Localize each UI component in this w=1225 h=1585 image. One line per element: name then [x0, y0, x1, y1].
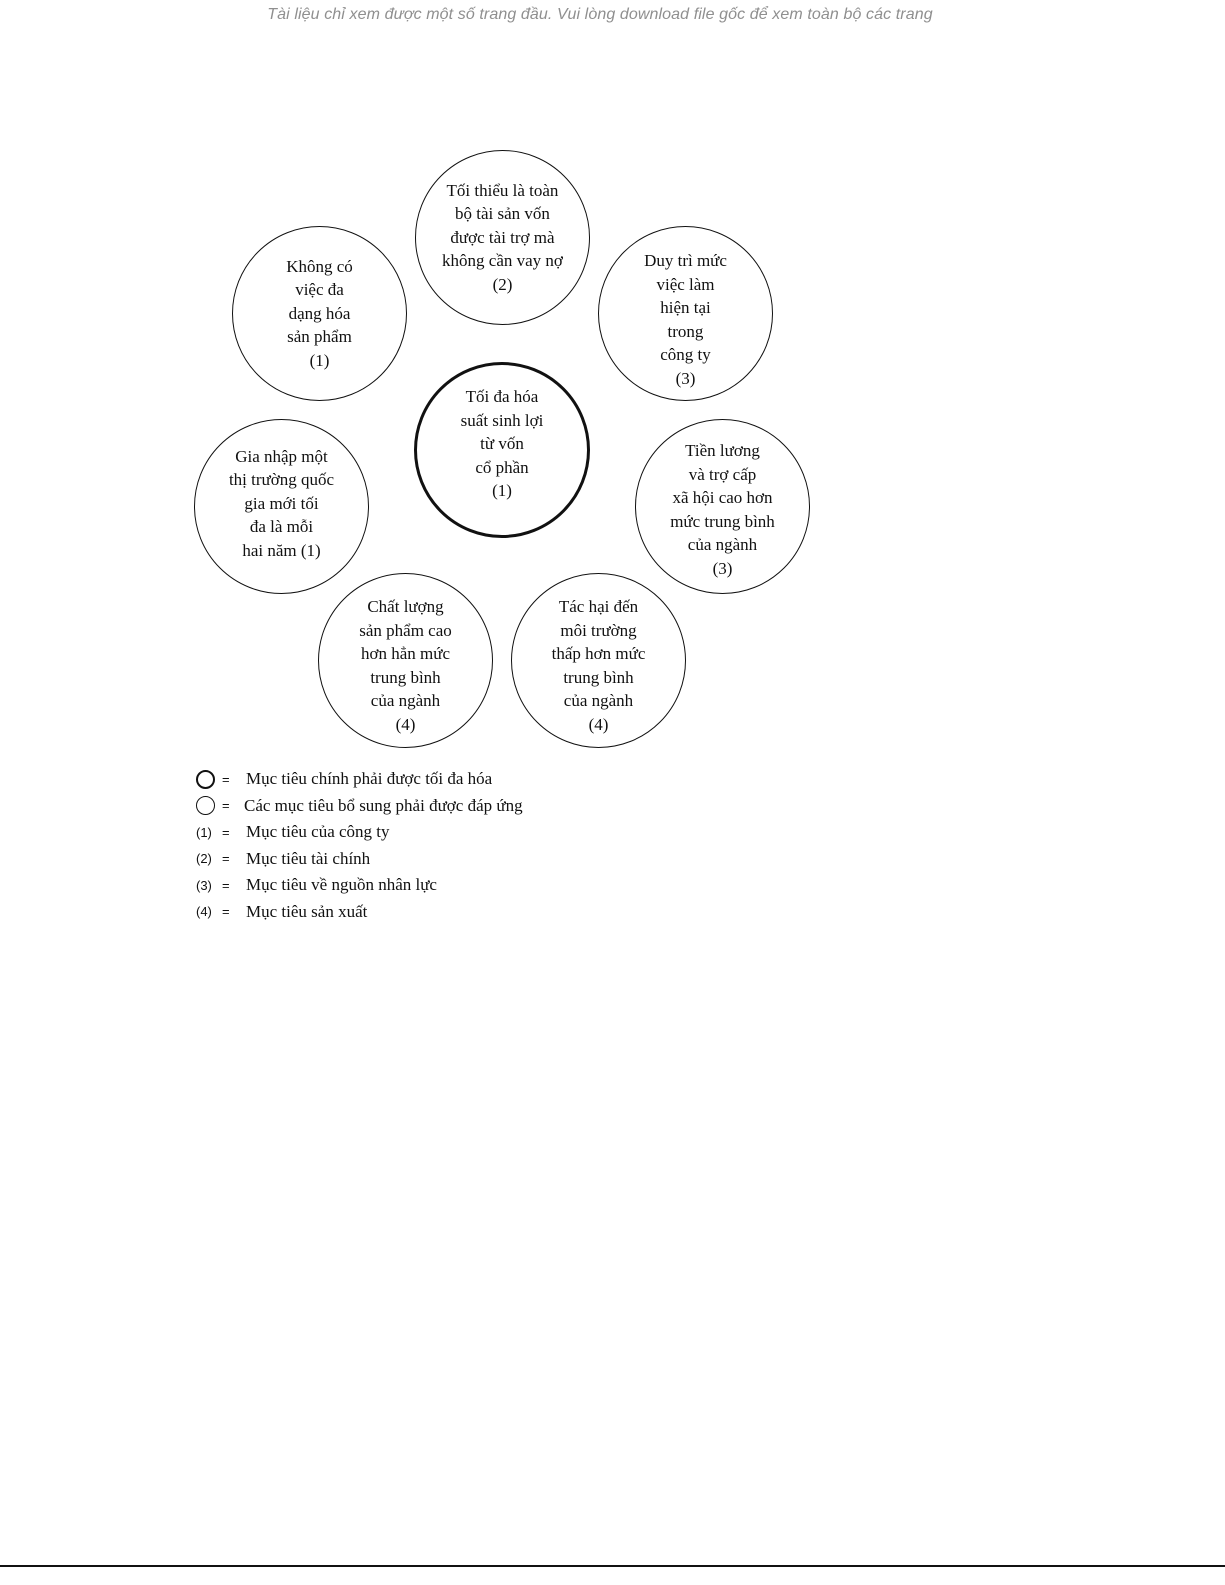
page-bottom-divider — [0, 1565, 1225, 1567]
goal-circle-lower-right-text: Tác hại đến môi trường thấp hơn mức trung bình của ngành (4) — [551, 597, 646, 734]
thick-circle-icon — [196, 770, 215, 789]
legend-label-4: Mục tiêu sản xuất — [246, 901, 368, 921]
legend-equals: = — [222, 877, 230, 893]
goal-circle-lower-left-text: Chất lượng sản phẩm cao hơn hẳn mức trung bình của ngành (4) — [359, 597, 452, 734]
legend-label-3: Mục tiêu về nguồn nhân lực — [246, 875, 437, 895]
goal-circle-right — [635, 419, 810, 594]
goal-circle-top — [415, 150, 590, 325]
legend-row-2 — [196, 846, 523, 873]
goal-circle-left-text: Gia nhập một thị trường quốc gia mới tối đa là mỗi hai năm (1) — [228, 446, 335, 560]
goal-circle-center-text: Tối đa hóa suất sinh lợi từ vốn cổ phần (1) — [460, 387, 544, 501]
goal-circle-upper-right-text: Duy trì mức việc làm hiện tại trong công ty (3) — [644, 251, 727, 388]
goal-circle-left — [194, 419, 369, 594]
goal-circle-upper-right — [598, 226, 773, 401]
legend-row-3 — [196, 872, 523, 899]
goal-circle-right-text: Tiền lương và trợ cấp xã hội cao hơn mức trung bình của ngành (3) — [670, 441, 775, 578]
legend-equals: = — [222, 904, 230, 920]
legend-label-secondary: Các mục tiêu bổ sung phải được đáp ứng — [244, 795, 523, 815]
legend-key-3: (3) — [196, 877, 212, 893]
diagram-legend — [196, 766, 523, 925]
legend-key-1: (1) — [196, 824, 212, 840]
legend-equals: = — [222, 851, 230, 867]
legend-equals: = — [222, 824, 230, 840]
legend-key-4: (4) — [196, 904, 212, 920]
legend-row-primary — [196, 766, 523, 793]
legend-equals: = — [222, 798, 230, 814]
legend-label-2: Mục tiêu tài chính — [246, 848, 371, 868]
legend-key-2: (2) — [196, 851, 212, 867]
legend-equals: = — [222, 771, 230, 787]
preview-notice-banner: Tài liệu chỉ xem được một số trang đầu. Vui lòng download file gốc để xem toàn bộ các trang — [267, 6, 933, 23]
legend-label-1: Mục tiêu của công ty — [246, 822, 390, 842]
goal-circle-upper-left — [232, 226, 407, 401]
thin-circle-icon — [196, 796, 215, 815]
legend-row-1 — [196, 819, 523, 846]
goal-circle-center-primary — [414, 362, 590, 538]
goal-circle-top-text: Tối thiểu là toàn bộ tài sản vốn được tài trợ mà không cần vay nợ (2) — [442, 180, 563, 294]
legend-label-primary: Mục tiêu chính phải được tối đa hóa — [246, 769, 493, 789]
legend-row-secondary — [196, 793, 523, 820]
goal-circle-lower-left — [318, 573, 493, 748]
legend-row-4 — [196, 899, 523, 926]
goal-circle-lower-right — [511, 573, 686, 748]
goal-circle-upper-left-text: Không có việc đa dạng hóa sản phẩm (1) — [286, 256, 353, 370]
